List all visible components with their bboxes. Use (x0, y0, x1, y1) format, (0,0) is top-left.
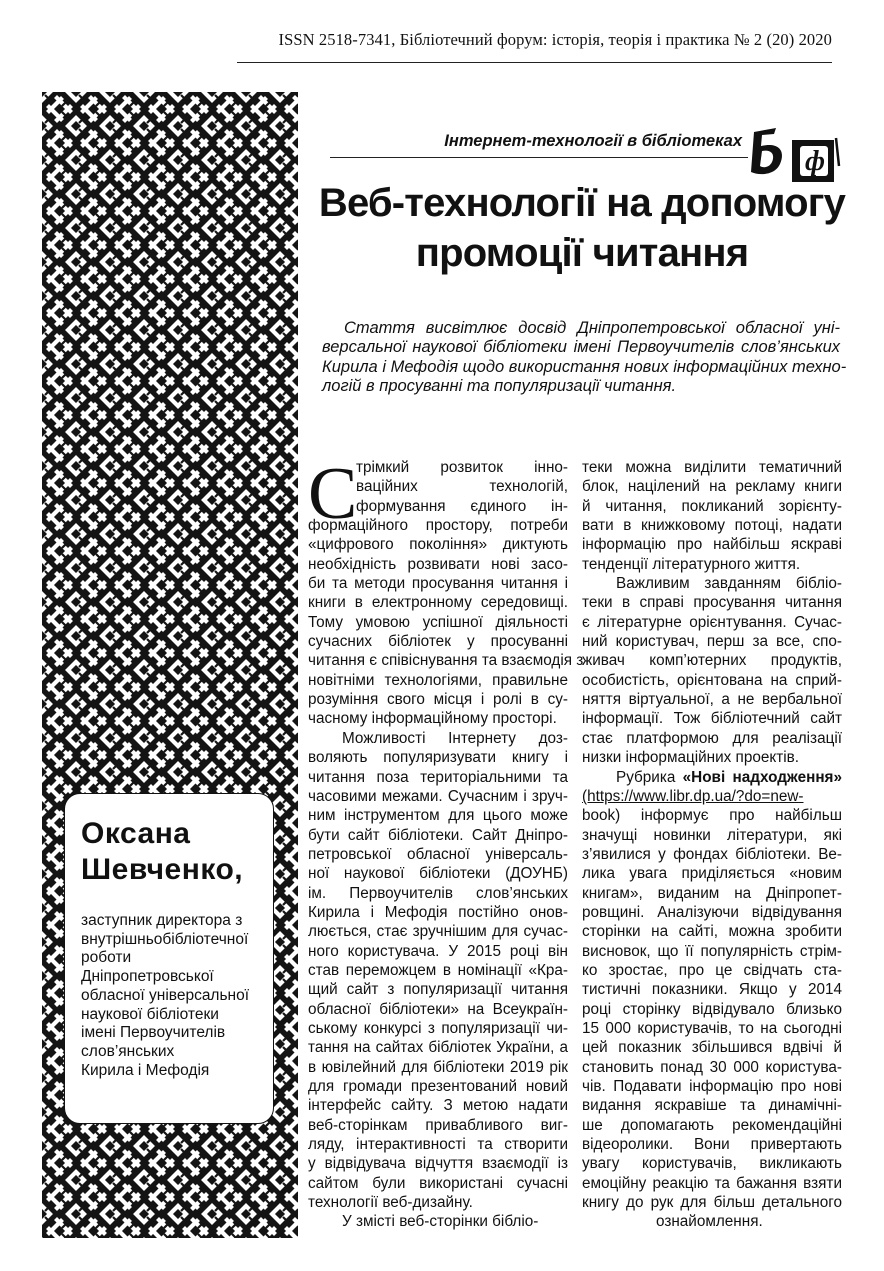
title-line-1: Веб-технології на допомогу (318, 181, 846, 225)
right-column-line: блок, націлений на рекламу книги (582, 478, 842, 496)
section-rubric: Інтернет-технології в бібліотеках (444, 132, 742, 150)
abstract-line: Кирила і Мефодія щодо використання нових інформаційних техно- (322, 357, 847, 376)
drop-cap: С (308, 453, 358, 535)
right-column-line: стає платформою для реалізації (582, 729, 842, 747)
right-column-line: тенденції літературного життя. (582, 555, 801, 573)
right-column-line: лика увага приділяється «новим (582, 865, 842, 883)
left-column-line: інтерфейс сайту. З метою надати (308, 1097, 568, 1115)
right-column-line: книгу до рук для більш детального (582, 1194, 842, 1212)
right-column-line: вати в книжковому потоці, надати (582, 517, 842, 535)
article-title (300, 178, 864, 278)
right-column-line: видання яскравіше та динамічні- (582, 1097, 842, 1115)
right-column-line: інформацію про найбільш яскраві (582, 536, 842, 554)
right-column-line: книгам», виданим на Дніпропет- (582, 884, 842, 902)
left-column-line: бути сайт бібліотеки. Сайт Дніпро- (308, 826, 568, 844)
rubric-name-bold: «Нові надходження» (682, 768, 842, 786)
left-column-line: формаційного простору, потреби (308, 517, 568, 535)
author-desc-line: імені Первоучителів (81, 1024, 226, 1042)
author-card (64, 793, 274, 1124)
left-column-line: обласної бібліотеки» на Всеукраїн- (308, 1000, 568, 1018)
author-desc-line: слов’янських (81, 1042, 175, 1060)
left-column-line: воляють популяризувати книгу і (308, 749, 568, 767)
right-column-line: особистість, орієнтована на сприй- (582, 671, 842, 689)
left-column-line: щий сайт з популяризації читання (308, 981, 568, 999)
left-column-line: тання на сайтах бібліотек України, а (308, 1039, 568, 1057)
left-column-line: сучасних бібліотек у просуванні (308, 633, 568, 651)
left-column-line: новітніми технологіями, правильне (308, 671, 568, 689)
left-column-line: петровської обласної універсаль- (308, 845, 568, 863)
left-column-line: У змісті веб-сторінки бібліо- (342, 1213, 539, 1231)
right-column-line: ознайомлення. (656, 1213, 763, 1231)
right-column-line: 15 000 користувачів, то на сьогодні (582, 1019, 842, 1037)
left-column-line: люється, стає зручнішим для сучас- (308, 923, 568, 941)
right-column-line: Рубрика «Нові надходження» (616, 768, 842, 786)
left-column-line: Можливості Інтернету доз- (342, 729, 568, 747)
right-column-line: живач комп’ютерних продуктів, (582, 652, 842, 670)
right-column-line: інформації. Тож бібліотечний сайт (582, 710, 842, 728)
right-column-line: з’явилися у фондах бібліотеки. Ве- (582, 845, 842, 863)
author-description (81, 912, 271, 1080)
left-column-line: став переможцем в номінації «Кра- (308, 961, 568, 979)
author-desc-line: обласної універсальної (81, 986, 250, 1004)
author-desc-line: заступник директора з (81, 912, 243, 929)
left-column-line: сайтом були використані сучасні (308, 1174, 568, 1192)
left-column-line: Тому умовою успішної діяльності (308, 613, 568, 631)
right-column-line: цей показник збільшився вдвічі й (582, 1039, 842, 1057)
right-column-line: й читання, покликаний зорієнту- (582, 497, 842, 515)
header-rule (237, 62, 832, 63)
right-column-line: ний користувач, перш за все, спо- (582, 633, 842, 651)
left-column-line: часовими межами. Сучасним і зруч- (308, 787, 568, 805)
left-column-line: необхідність розвивати нові засо- (308, 555, 568, 573)
right-column-line: увагу користувачів, викликають (582, 1155, 842, 1173)
left-column-line: у відвідувача відчуття взаємодії із (308, 1155, 568, 1173)
author-desc-line: роботи (81, 949, 132, 967)
left-column-line: ському конкурсі з популяризації чи- (308, 1019, 568, 1037)
left-column-line: для громади презентований новий (308, 1078, 568, 1095)
rubric-rule (330, 157, 748, 158)
body-column-right (582, 458, 842, 1232)
right-column-line: значущі новинки літератури, які (582, 826, 842, 844)
abstract-line: Стаття висвітлює досвід Дніпропетровської обласної уні- (344, 319, 840, 337)
author-desc-line: Кирила і Мефодія (81, 1061, 210, 1079)
left-column-line: читання поза територіальними та (308, 768, 568, 786)
author-desc-line: Дніпропетровської (81, 968, 214, 986)
right-column-line: висновок, що її популярність стрім- (582, 942, 842, 960)
left-column-line: веб-сторінкам привабливого виг- (308, 1116, 568, 1134)
author-desc-line: наукової бібліотеки (81, 1005, 219, 1023)
left-column-line: Кирила і Мефодія постійно онов- (308, 903, 568, 921)
abstract-line: логій в просуванні та популяризації читання. (322, 377, 677, 396)
right-column-line: тистичні показники. Якщо у 2014 (582, 981, 842, 999)
right-column-line: Важливим завданням бібліо- (616, 575, 842, 593)
right-column-line: ровщині. Аналізуючи відвідування (582, 903, 842, 921)
right-column-line: няття віртуальної, а не вербальної (582, 691, 842, 709)
author-first-name: Оксана (81, 817, 191, 850)
journal-header: ISSN 2518-7341, Бібліотечний форум: історія, теорія і практика № 2 (20) 2020 (278, 30, 832, 49)
article-abstract (322, 316, 847, 396)
right-column-line: ше допомагають рекомендаційні (582, 1116, 842, 1134)
right-column-line: є літературне орієнтування. Сучас- (582, 613, 842, 631)
logo-letter-f: ф (805, 146, 826, 177)
left-column-line: формування єдиного ін- (356, 497, 568, 515)
author-name (81, 816, 271, 888)
left-column-line: ної наукової бібліотеки (ДОУНБ) (308, 865, 568, 883)
left-column-line: в ювілейний для бібліотеки 2019 рік (308, 1058, 568, 1076)
author-last-name: Шевченко, (81, 853, 244, 886)
left-column-line: ваційних технологій, (356, 478, 568, 496)
left-column-line: ного користувача. У 2015 році він (308, 942, 568, 960)
right-column-line: сторінки на сайті, можна зробити (582, 923, 842, 941)
right-column-line: теки в справі просування читання (582, 594, 842, 612)
right-column-line: низки інформаційних проектів. (582, 749, 800, 767)
right-column-line[interactable]: book) інформує про найбільш (582, 807, 842, 825)
left-column-line: «цифрового покоління» диктують (308, 536, 568, 554)
left-column-line: би та методи просування читання і (308, 575, 568, 593)
left-column-line: трімкий розвиток інно- (356, 459, 568, 476)
left-column-line: ім. Первоучителів слов’янських (308, 884, 568, 902)
left-column-line: ляду, інтерактивності та створити (308, 1136, 568, 1154)
right-column-line: емоційну реакцію та бажання взяти (582, 1174, 842, 1192)
right-column-line[interactable]: (https://www.libr.dp.ua/?do=new- (582, 787, 804, 805)
left-column-line: розуміння свого місця і ролі в су- (308, 691, 568, 709)
left-column-line: книги в електронному середовищі. (308, 594, 568, 612)
right-column-line: чів. Подавати інформацію про нові (582, 1078, 842, 1095)
right-column-line: теки можна виділити тематичний (582, 459, 842, 476)
right-column-line: становить понад 30 000 користува- (582, 1058, 842, 1076)
body-column-left (308, 458, 584, 1232)
author-desc-line: внутрішньобібліотечної (81, 930, 249, 948)
left-column-line: читання є співіснування та взаємодія з (308, 652, 584, 670)
title-line-2: промоції читання (415, 231, 749, 275)
abstract-line: версальної наукової бібліотеки імені Первоучителів слов’янських (322, 338, 840, 357)
right-column-line: році сторінку відвідувало близько (582, 1000, 842, 1018)
left-column-line: ним інструментом для цього може (308, 807, 568, 825)
right-column-line: ко зростає, про це свідчать ста- (582, 961, 842, 979)
right-column-line: відеоролики. Вони привертають (582, 1136, 842, 1154)
left-column-line: технології веб-дизайну. (308, 1194, 473, 1212)
left-column-line: часному інформаційному просторі. (308, 710, 557, 728)
